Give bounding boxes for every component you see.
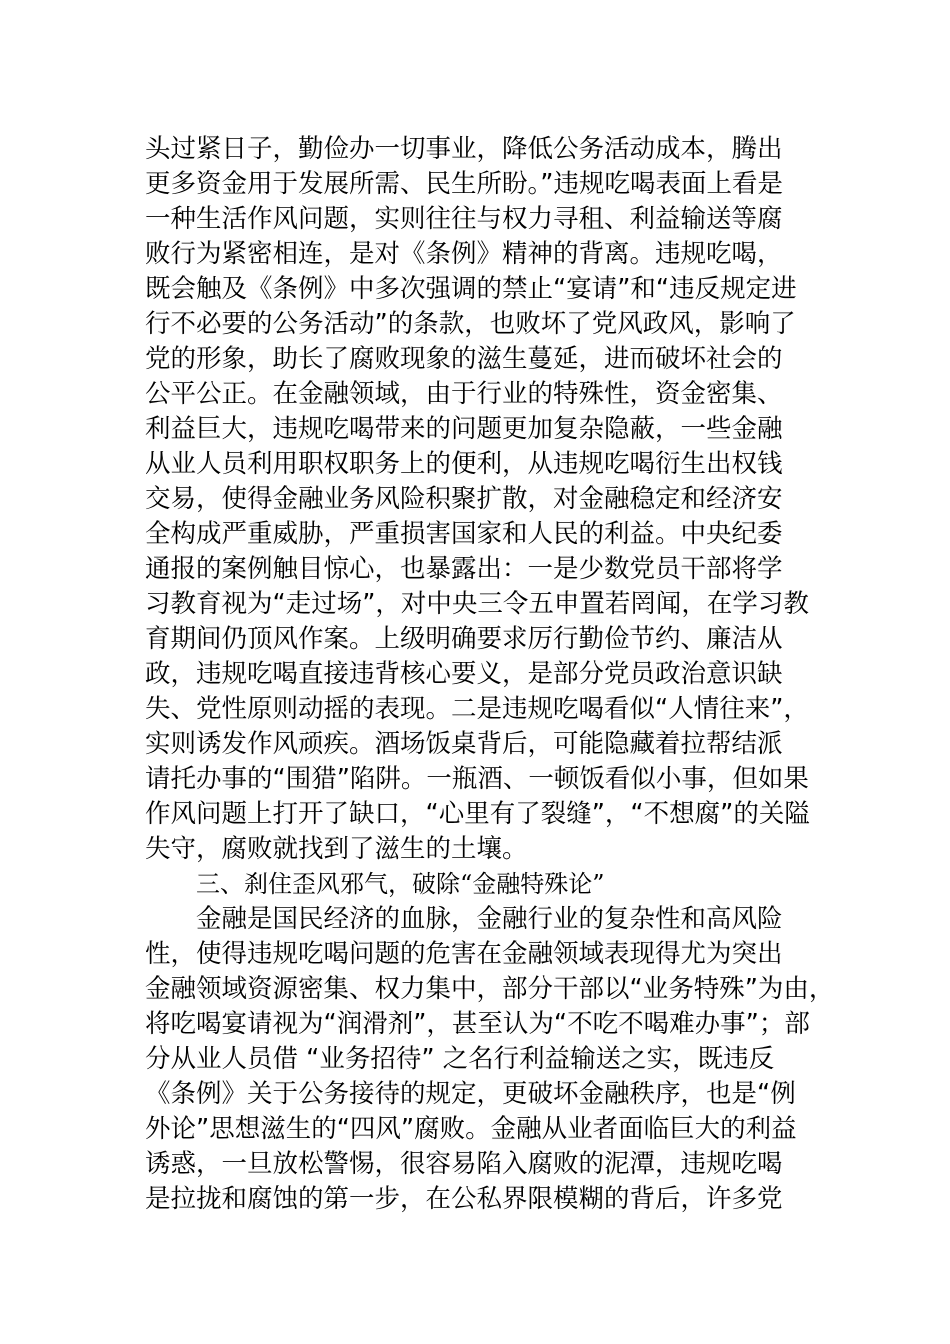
- text-line: 从业人员利用职权职务上的便利，从违规吃喝衍生出权钱: [145, 449, 783, 479]
- text-line: 诱惑，一旦放松警惕，很容易陷入腐败的泥潭，违规吃喝: [145, 1149, 783, 1179]
- text-line: 作风问题上打开了缺口，“心里有了裂缝”，“不想腐”的关隘: [145, 799, 810, 829]
- text-line: 金融领域资源密集、权力集中，部分干部以“业务特殊”为由，: [145, 974, 835, 1004]
- text-line: 失守，腐败就找到了滋生的土壤。: [145, 834, 528, 864]
- text-line: 利益巨大，违规吃喝带来的问题更加复杂隐蔽，一些金融: [145, 414, 783, 444]
- text-line: 将吃喝宴请视为“润滑剂”，甚至认为“不吃不喝难办事”；部: [145, 1009, 810, 1039]
- text-line: 是拉拢和腐蚀的第一步，在公私界限模糊的背后，许多党: [145, 1184, 783, 1214]
- text-line: 一种生活作风问题，实则往往与权力寻租、利益输送等腐: [145, 204, 783, 234]
- text-line: 更多资金用于发展所需、民生所盼。”违规吃喝表面上看是: [145, 169, 783, 199]
- text-line: 实则诱发作风顽疾。酒场饭桌背后，可能隐藏着拉帮结派: [145, 729, 783, 759]
- text-line: 全构成严重威胁，严重损害国家和人民的利益。中央纪委: [145, 519, 783, 549]
- text-line: 通报的案例触目惊心，也暴露出：一是少数党员干部将学: [145, 554, 783, 584]
- text-line: 党的形象，助长了腐败现象的滋生蔓延，进而破坏社会的: [145, 344, 783, 374]
- text-line: 公平公正。在金融领域，由于行业的特殊性，资金密集、: [145, 379, 783, 409]
- text-line: 金融是国民经济的血脉，金融行业的复杂性和高风险: [196, 904, 783, 934]
- text-line: 分从业人员借 “业务招待” 之名行利益输送之实，既违反: [145, 1044, 775, 1074]
- text-line: 请托办事的“围猎”陷阱。一瓶酒、一顿饭看似小事，但如果: [145, 764, 809, 794]
- text-line: 性，使得违规吃喝问题的危害在金融领域表现得尤为突出: [145, 939, 783, 969]
- text-line: 头过紧日子，勤俭办一切事业，降低公务活动成本，腾出: [145, 134, 783, 164]
- text-line: 外论”思想滋生的“四风”腐败。金融从业者面临巨大的利益: [145, 1114, 797, 1144]
- text-line: 行不必要的公务活动”的条款，也败坏了党风政风，影响了: [145, 309, 796, 339]
- text-line: 习教育视为“走过场”，对中央三令五申置若罔闻，在学习教: [145, 589, 809, 619]
- text-line: 既会触及《条例》中多次强调的禁止“宴请”和“违反规定进: [145, 274, 797, 304]
- text-line: 《条例》关于公务接待的规定，更破坏金融秩序，也是“例: [145, 1079, 796, 1109]
- text-line: 政，违规吃喝直接违背核心要义，是部分党员政治意识缺: [145, 659, 783, 689]
- text-line: 失、党性原则动摇的表现。二是违规吃喝看似“人情往来”，: [145, 694, 809, 724]
- text-line: 育期间仍顶风作案。上级明确要求厉行勤俭节约、廉洁从: [145, 624, 783, 654]
- section-heading: 三、刹住歪风邪气，破除“金融特殊论”: [196, 870, 605, 898]
- text-line: 败行为紧密相连，是对《条例》精神的背离。违规吃喝，: [145, 239, 783, 269]
- text-line: 交易，使得金融业务风险积聚扩散，对金融稳定和经济安: [145, 484, 783, 514]
